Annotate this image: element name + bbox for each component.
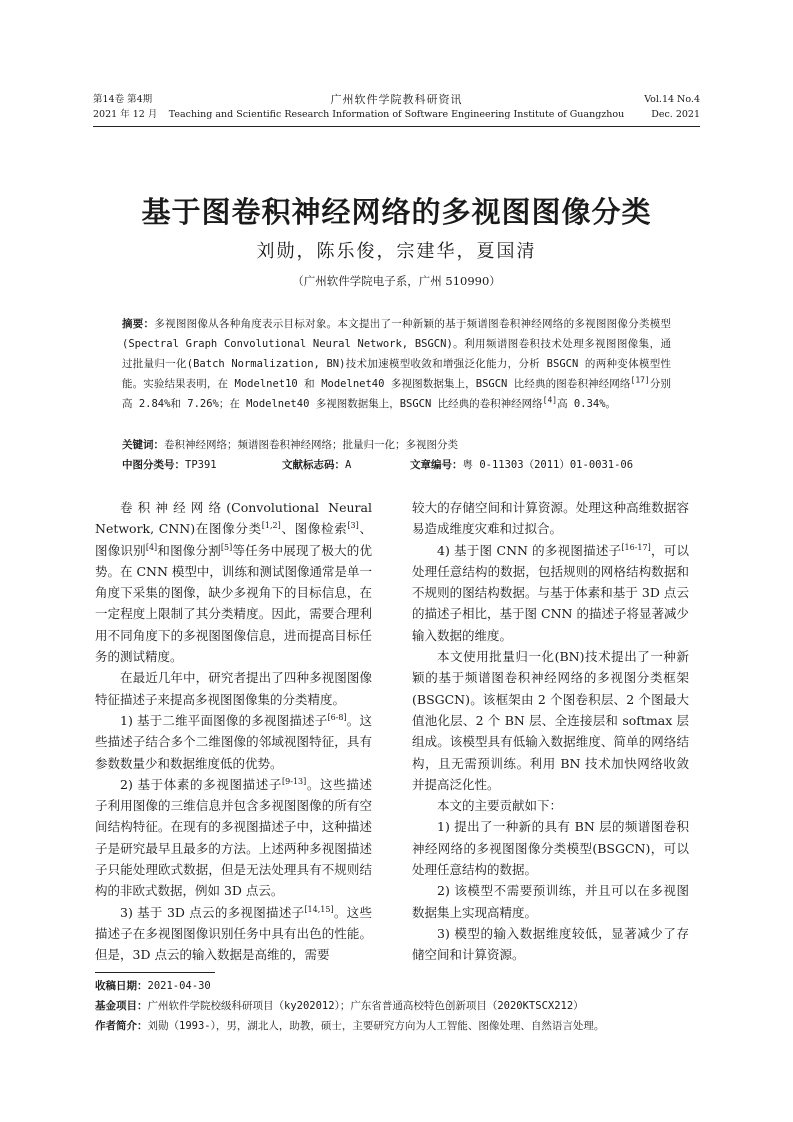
citation: [4] <box>145 542 158 552</box>
keywords <box>122 436 671 455</box>
paragraph: 在最近几年中，研究者提出了四种多视图图像特征描述子来提高多视图图像集的分类精度。 <box>95 670 372 707</box>
paragraph <box>95 710 372 774</box>
clc-value: TP391 <box>185 459 217 471</box>
author-bio-text: 刘勋（1993-），男，湖北人，助教，硕士，主要研究方向为人工智能、图像处理、自然语言处理。 <box>147 1020 605 1032</box>
clc-label: 中图分类号： <box>122 459 185 471</box>
text-run: 2) 基于体素的多视图描述子 <box>120 776 283 792</box>
abstract-label: 摘要： <box>122 318 155 330</box>
journal-name-en: Teaching and Scientific Research Information of Software Engineering Institute of Guangzhou <box>168 109 625 120</box>
affiliation: （广州软件学院电子系，广州 510990） <box>292 274 501 288</box>
paragraph: 较大的存储空间和计算资源。处理这种高维数据容易造成维度灾难和过拟合。 <box>412 500 689 537</box>
author-list: 刘勋，陈乐俊，宗建华，夏国清 <box>256 241 537 262</box>
keywords-text: 卷积神经网络；频谱图卷积神经网络；批量归一化；多视图分类 <box>164 439 458 451</box>
citation: [1,2] <box>261 521 281 531</box>
header-date-en: Dec. 2021 <box>651 109 700 120</box>
citation: [6-8] <box>327 712 347 722</box>
abstract <box>122 314 671 414</box>
header-right <box>644 92 700 122</box>
abstract-text-3: 高 0.34%。 <box>557 398 617 410</box>
article-number-label: 文章编号： <box>410 459 463 471</box>
footnote-author-bio <box>95 1017 705 1035</box>
citation: [9-13] <box>282 776 307 786</box>
received-date: 2021-04-30 <box>147 980 211 992</box>
text-run: 、图像识别 <box>95 521 372 558</box>
text-run: 。这些描述子结合多个二维图像的邻域视图特征，具有参数数量少和数据维度低的优势。 <box>95 712 372 771</box>
header-divider <box>93 126 700 127</box>
text-run: 。这些描述子在多视图图像识别任务中具有出色的性能。但是，3D 点云的输入数据是高维的，需要 <box>95 904 372 963</box>
journal-name-cn: 广州软件学院教科研资讯 <box>330 93 463 106</box>
footnote-divider <box>95 972 215 973</box>
running-header <box>93 92 700 126</box>
text-run: ，可以处理任意结构的数据，包括规则的网格结构数据和不规则的图结构数据。与基于体素和基于 3D 点云的描述子相比，基于图 CNN 的描述子将显著减少输入数据的维度。 <box>412 542 689 643</box>
classification-line <box>122 456 671 475</box>
paragraph: 1) 提出了一种新的具有 BN 层的频谱图卷积神经网络的多视图图像分类模型(BSGCN)，可以处理任意结构的数据。 <box>412 819 689 878</box>
body-column-left <box>95 497 372 966</box>
citation: [3] <box>347 521 359 531</box>
abstract-citation: [4] <box>542 395 558 405</box>
citation: [5] <box>220 542 233 552</box>
footnote-funding <box>95 997 705 1015</box>
footnote-received <box>95 977 705 995</box>
header-date: 2021 年 12 月 <box>93 109 158 120</box>
keywords-label: 关键词： <box>122 439 164 451</box>
text-run: 、图像检索 <box>280 521 348 537</box>
text-run: 4) 基于图 CNN 的多视图描述子 <box>437 542 622 558</box>
paper-title: 基于图卷积神经网络的多视图图像分类 <box>141 195 652 229</box>
paragraph <box>412 540 689 646</box>
citation: [16-17] <box>621 542 651 552</box>
header-volume: 第14卷 第4期 <box>93 94 153 105</box>
text-run: 。这些描述子利用图像的三维信息并包含多视图图像的所有空间结构特征。在现有的多视图描述子中，这种描述子是研究最早且最多的方法。上述两种多视图描述子只能处理欧式数据，但是无法处理具有不规则结构的非欧式数据，例如 3D 点云。 <box>95 776 372 899</box>
paragraph: 本文使用批量归一化(BN)技术提出了一种新颖的基于频谱图卷积神经网络的多视图分类框架(BSGCN)。该框架由 2 个图卷积层、2 个图最大值池化层、2 个 BN 层、全连接层和 softmax 层组成。该模型具有低输入数据维度、简单的网络结构，且无需预训练。利用 BN 技术加快网络收敛并提高泛化性。 <box>412 649 689 792</box>
author-bio-label: 作者简介： <box>95 1020 148 1032</box>
abstract-citation: [17] <box>630 375 650 385</box>
text-run: 和图像分割 <box>157 542 221 558</box>
doc-code-value: A <box>345 459 352 471</box>
abstract-text-2: 分别高 2.84%和 7.26%；在 Modelnet40 多视图数据集上，BSGCN 比经典的卷积神经网络 <box>122 378 672 410</box>
header-volume-en: Vol.14 No.4 <box>644 94 700 105</box>
paragraph <box>95 774 372 902</box>
funding-label: 基金项目： <box>95 1000 148 1012</box>
article-number-value: 粤 0-11303（2011）01-0031-06 <box>462 459 634 471</box>
paragraph: 3) 模型的输入数据维度较低，显著减少了存储空间和计算资源。 <box>412 925 689 963</box>
text-run: 3) 基于 3D 点云的多视图描述子 <box>120 904 305 920</box>
funding-text: 广州软件学院校级科研项目（ky202012）；广东省普通高校特色创新项目（2020KTSCX212） <box>147 1000 584 1012</box>
body-column-right <box>412 497 689 966</box>
doc-code-label: 文献标志码： <box>282 459 345 471</box>
text-run: 卷积神经网络(Convolutional Neural Network, CNN)在图像分类 <box>95 500 372 537</box>
paragraph <box>95 497 372 667</box>
received-label: 收稿日期： <box>95 980 148 992</box>
paragraph: 2) 该模型不需要预训练，并且可以在多视图数据集上实现高精度。 <box>412 883 689 920</box>
header-center <box>93 92 700 122</box>
abstract-text-1: 多视图图像从各种角度表示目标对象。本文提出了一种新颖的基于频谱图卷积神经网络的多视图图像分类模型(Spectral Graph Convolutional Neural Network, BSGCN)。利用频谱图卷积技术处理多视图图像集，通过批量归一化(Batch Normalization, BN)技术加速模型收敛和增强泛化能力，分析 BSGCN 的两种变体模型性能。实验结果表明，在 Modelnet10 和 Modelnet40 多视图数据集上，BSGCN 比经典的图卷积神经网络 <box>122 318 672 390</box>
citation: [14,15] <box>304 904 334 914</box>
text-run: 1) 基于二维平面图像的多视图描述子 <box>120 712 328 728</box>
paragraph <box>95 902 372 966</box>
text-run: 等任务中展现了极大的优势。在 CNN 模型中，训练和测试图像通常是单一角度下采集的图像，缺少多视角下的目标信息，在一定程度上限制了其分类精度。因此，需要合理利用不同角度下的多视图图像信息，进而提高目标任务的测试精度。 <box>95 542 372 665</box>
paragraph: 本文的主要贡献如下： <box>437 798 563 814</box>
